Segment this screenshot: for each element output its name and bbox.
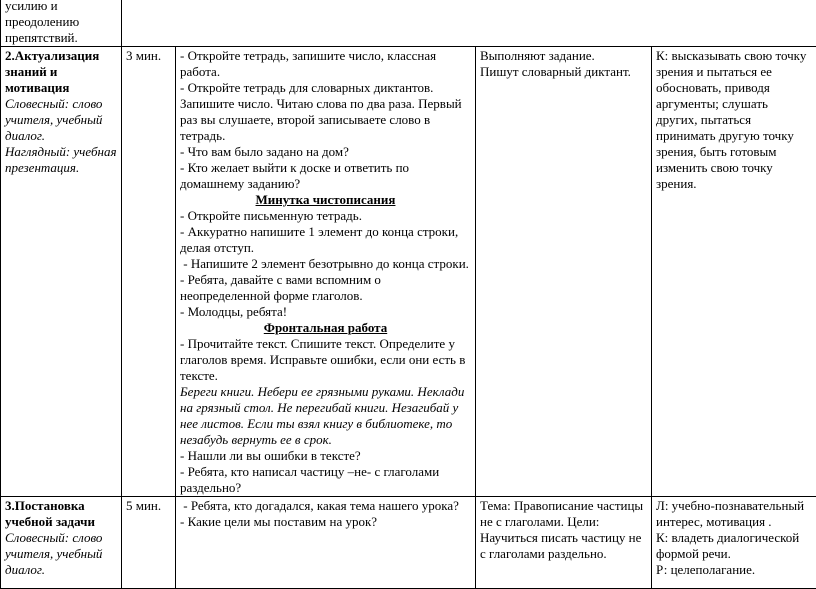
table-row [1,47,816,497]
table-row [1,0,816,47]
teacher-activity-cell [176,497,476,589]
stage-text: усилию и [5,0,117,14]
stage-title: 2.Актуализация знаний и мотивация [5,48,117,96]
teacher-line: - Молодцы, ребята! [180,304,471,320]
student-line: Тема: Правописание частицы не с глаголами. Цели: Научиться писать частицу не с глаголами раздельно. [480,498,643,561]
stage-cell [1,47,122,497]
time-cell [122,497,176,589]
stage-method: Наглядный: учебная презентация. [5,144,117,176]
uud-cell [652,47,816,497]
stage-method: Словесный: слово учителя, учебный диалог. [5,530,117,578]
teacher-line: - Какие цели мы поставим на урок? [180,514,471,530]
student-activity-cell [476,497,652,589]
teacher-line: - Прочитайте текст. Спишите текст. Определите у глаголов время. Исправьте ошибки, если они есть в тексте. [180,336,471,384]
stage-cell [1,497,122,589]
stage-text: препятствий. [5,30,117,46]
table-row [1,497,816,589]
uud-line: К: владеть диалогической формой речи. [656,530,812,562]
empty-cell [122,0,816,47]
teacher-line: - Ребята, кто написал частицу –не- с глаголами раздельно? [180,464,471,496]
exercise-text: Береги книги. Небери ее грязными руками. Неклади на грязный стол. Не перегибай книги. Незагибай у нее листов. Если ты взял книгу в библиотеке, то незабудь вернуть ее в срок. [180,384,471,448]
teacher-line: - Нашли ли вы ошибки в тексте? [180,448,471,464]
teacher-line: - Аккуратно напишите 1 элемент до конца строки, делая отступ. [180,224,471,256]
stage-method: Словесный: слово учителя, учебный диалог. [5,96,117,144]
teacher-line: - Ребята, кто догадался, какая тема нашего урока? [180,498,471,514]
section-heading: Фронтальная работа [180,320,471,336]
section-heading: Минутка чистописания [180,192,471,208]
time-text: 3 мин. [126,48,161,63]
teacher-line: - Откройте тетрадь, запишите число, классная работа. [180,48,471,80]
teacher-line: - Откройте письменную тетрадь. [180,208,471,224]
uud-text: К: высказывать свою точку зрения и пытаться ее обосновать, приводя аргументы; слушать других, пытаться принимать другую точку зрения, быть готовым изменить свою точку зрения. [656,48,806,191]
stage-title: 3.Постановка учебной задачи [5,498,117,530]
student-activity-cell [476,47,652,497]
time-cell [122,47,176,497]
teacher-activity-cell [176,47,476,497]
student-line: Пишут словарный диктант. [480,64,647,80]
uud-line: Р: целеполагание. [656,562,812,578]
stage-cell [1,0,122,47]
teacher-line: - Напишите 2 элемент безотрывно до конца строки. [180,256,471,272]
teacher-line: - Что вам было задано на дом? [180,144,471,160]
teacher-line: - Откройте тетрадь для словарных диктантов. Запишите число. Читаю слова по два раза. Первый раз вы слушаете, второй записываете слово в тетрадь. [180,80,471,144]
time-text: 5 мин. [126,498,161,513]
teacher-line: - Кто желает выйти к доске и ответить по домашнему заданию? [180,160,471,192]
student-line: Выполняют задание. [480,48,647,64]
uud-cell [652,497,816,589]
stage-text: преодолению [5,14,117,30]
teacher-line: - Ребята, давайте с вами вспомним о неопределенной форме глаголов. [180,272,471,304]
uud-line: Л: учебно-познавательный интерес, мотивация . [656,498,812,530]
